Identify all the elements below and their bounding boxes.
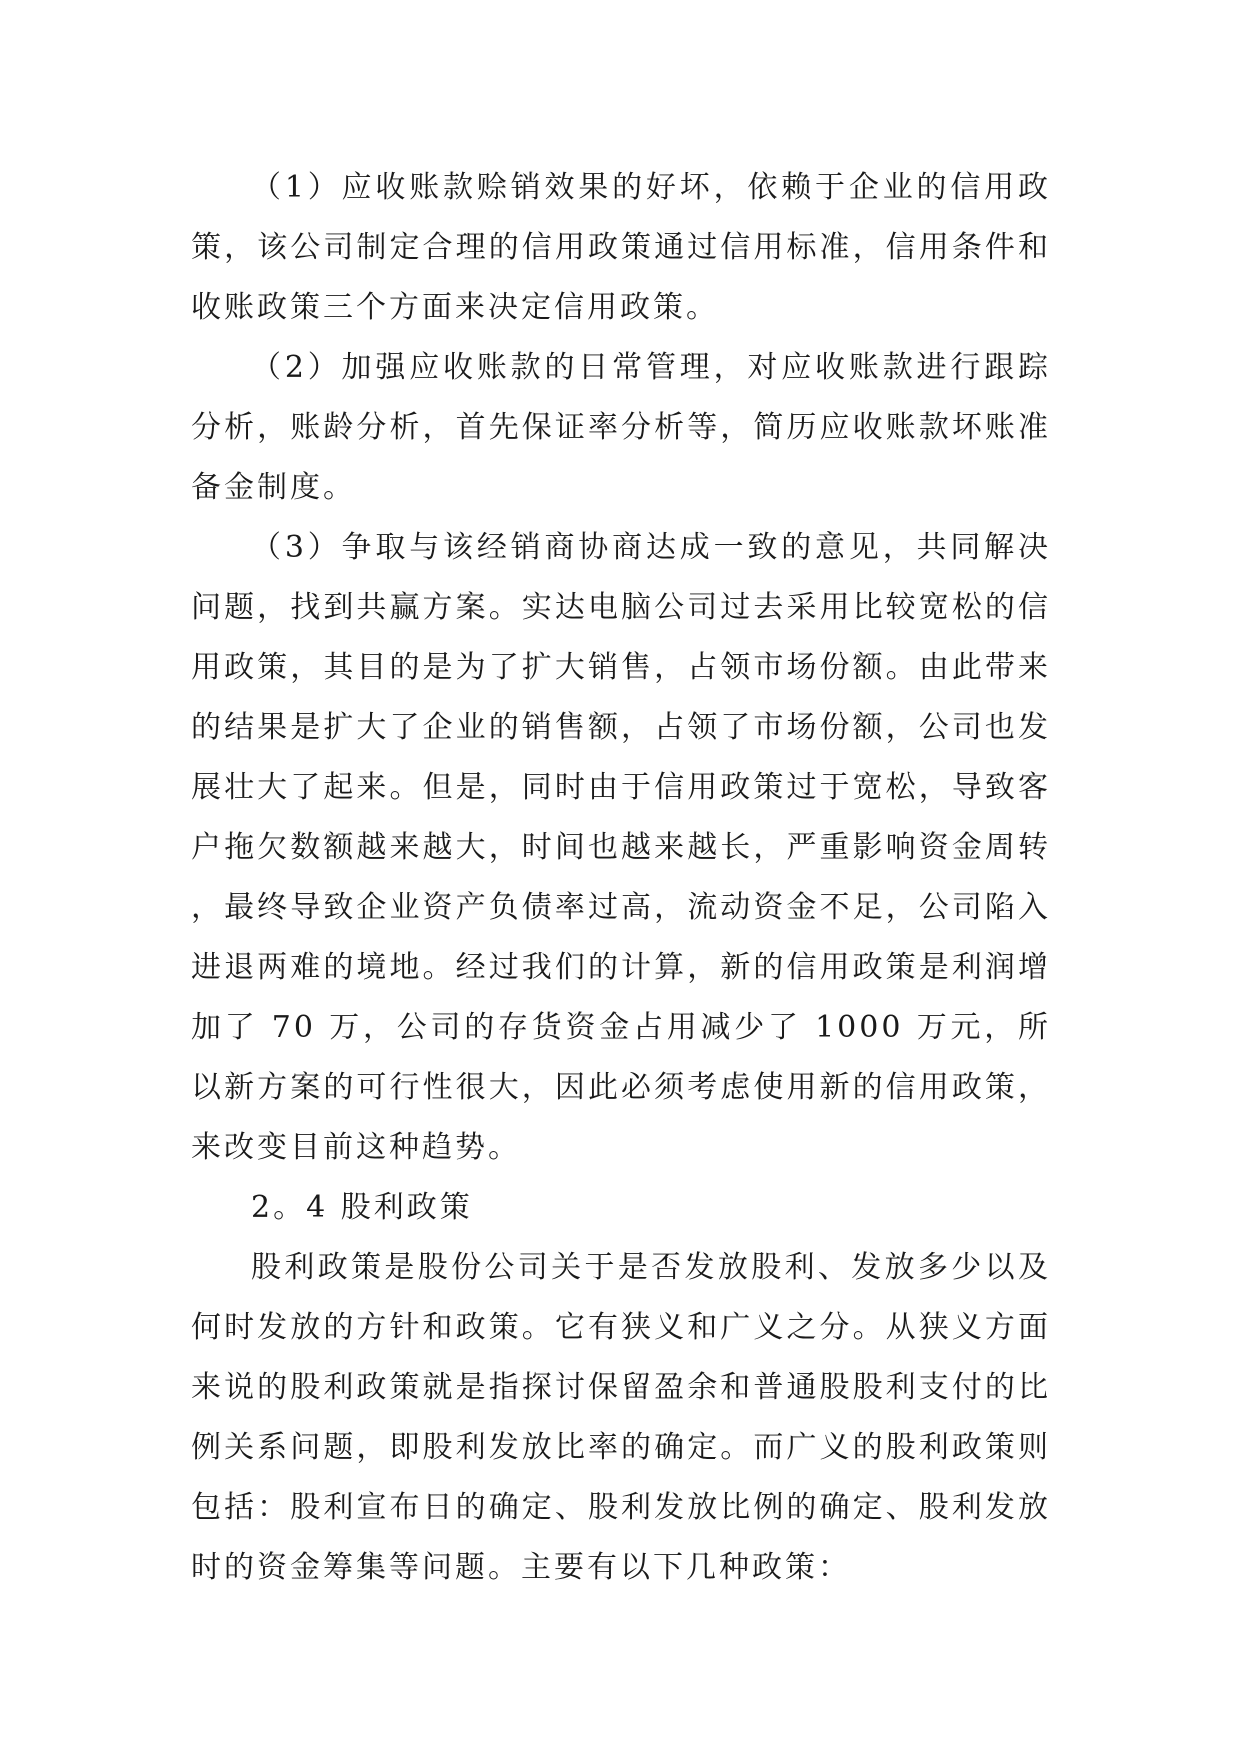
paragraph-receivables-management: （2）加强应收账款的日常管理，对应收账款进行跟踪分析，账龄分析，首先保证率分析等，简历应收账款坏账准备金制度。 [191,350,1051,505]
document-body [191,158,1051,1598]
paragraph-credit-policy: （1）应收账款赊销效果的好坏，依赖于企业的信用政策，该公司制定合理的信用政策通过信用标准，信用条件和收账政策三个方面来决定信用政策。 [191,170,1051,325]
paragraph-negotiation: （3）争取与该经销商协商达成一致的意见，共同解决问题，找到共赢方案。实达电脑公司过去采用比较宽松的信用政策，其目的是为了扩大销售，占领市场份额。由此带来的结果是扩大了企业的销售额，占领了市场份额，公司也发展壮大了起来。但是，同时由于信用政策过于宽松，导致客户拖欠数额越来越大，时间也越来越长，严重影响资金周转，最终导致企业资产负债率过高，流动资金不足，公司陷入进退两难的境地。经过我们的计算，新的信用政策是利润增加了 70 万，公司的存货资金占用减少了 1000 万元，所以新方案的可行性很大，因此必须考虑使用新的信用政策，来改变目前这种趋势。 [191,530,1051,1165]
paragraph-dividend-policy: 股利政策是股份公司关于是否发放股利、发放多少以及何时发放的方针和政策。它有狭义和广义之分。从狭义方面来说的股利政策就是指探讨保留盈余和普通股股利支付的比例关系问题，即股利发放比率的确定。而广义的股利政策则包括：股利宣布日的确定、股利发放比例的确定、股利发放时的资金筹集等问题。主要有以下几种政策： [191,1250,1051,1585]
section-heading: 2。4 股利政策 [251,1190,473,1225]
